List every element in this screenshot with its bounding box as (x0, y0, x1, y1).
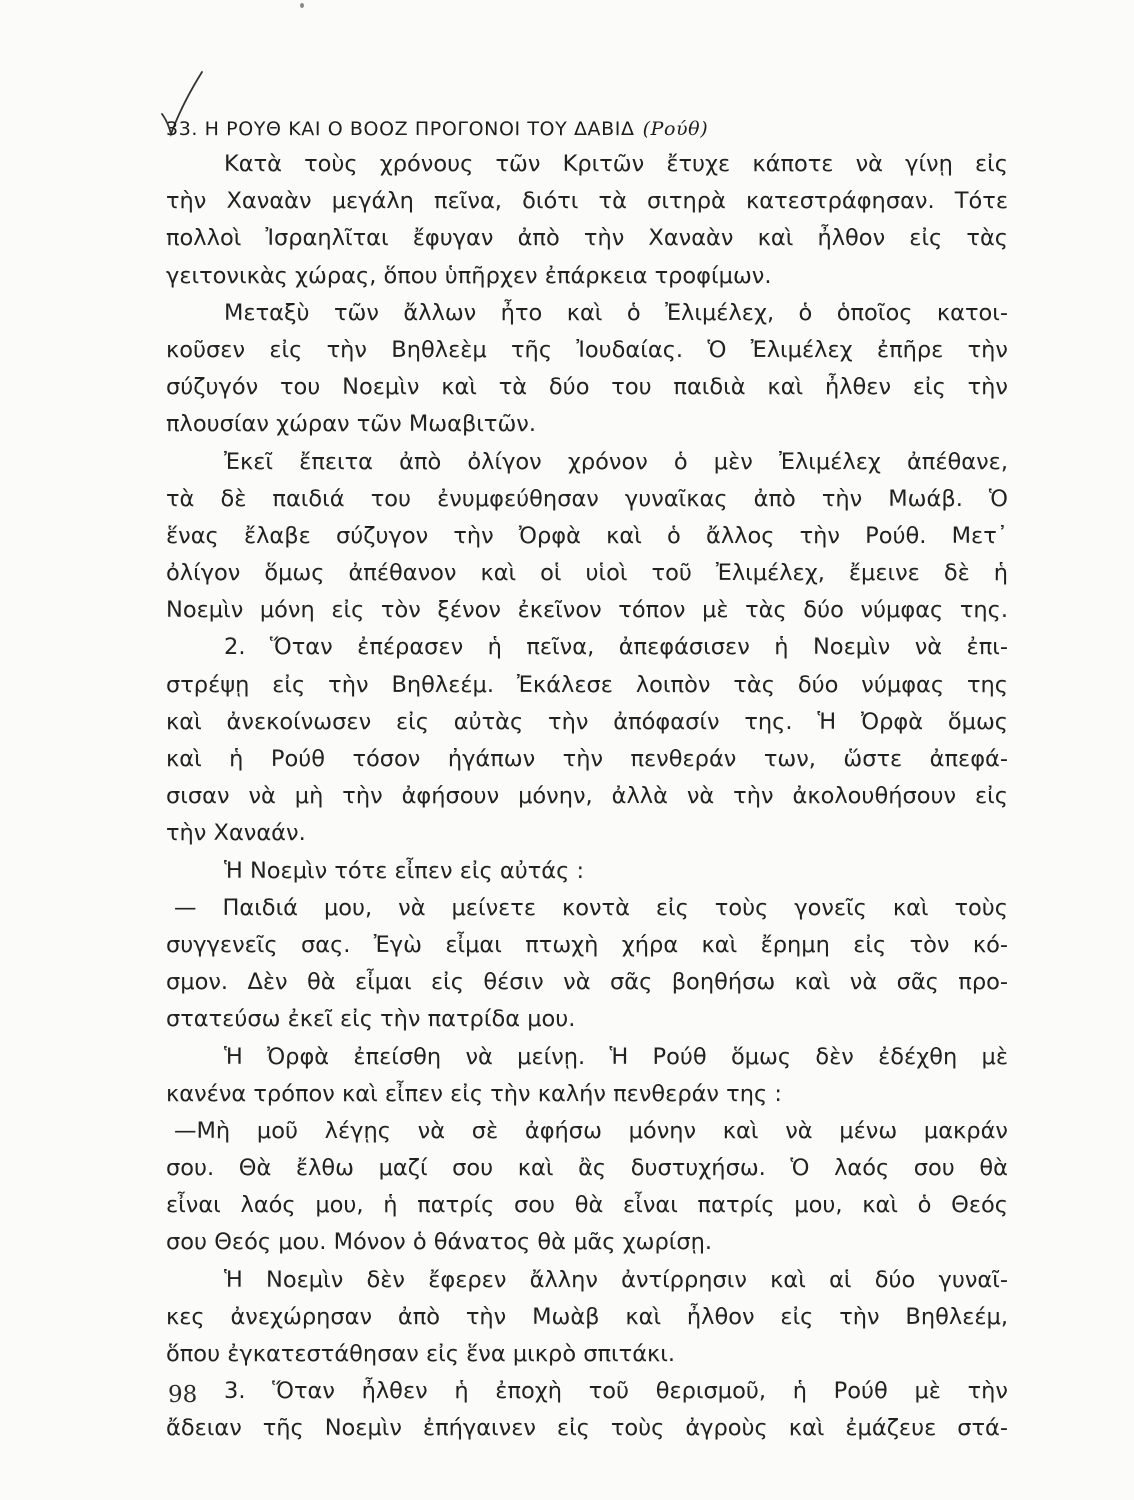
text-line: πλουσίαν χώραν τῶν Μωαβιτῶν. (166, 411, 537, 438)
text-line: σου Θεός μου. Μόνον ὁ θάνατος θὰ μᾶς χωρίσῃ. (166, 1229, 713, 1256)
text-line: κες ἀνεχώρησαν ἀπὸ τὴν Μωὰβ καὶ ἦλθον εἰς τὴν Βηθλεέμ, (166, 1303, 1008, 1330)
text-line: τὰ δὲ παιδιά του ἐνυμφεύθησαν γυναῖκας ἀπὸ τὴν Μωάβ. Ὁ (166, 485, 1008, 512)
text-line: τὴν Χαναὰν μεγάλη πεῖνα, διότι τὰ σιτηρὰ κατεστράφησαν. Τότε (166, 188, 1008, 215)
text-line: Νοεμὶν μόνη εἰς τὸν ξένον ἐκεῖνον τόπον μὲ τὰς δύο νύμφας της. (166, 597, 1008, 624)
text-line: σύζυγόν του Νοεμὶν καὶ τὰ δύο του παιδιὰ καὶ ἦλθεν εἰς τὴν (166, 374, 1008, 401)
text-line: ἕνας ἔλαβε σύζυγον τὴν Ὀρφὰ καὶ ὁ ἄλλος τὴν Ρούθ. Μετ᾿ (166, 522, 1008, 549)
text-line: εἶναι λαός μου, ἡ πατρίς σου θὰ εἶναι πατρίς μου, καὶ ὁ Θεός (166, 1192, 1008, 1219)
text-line: ὀλίγον ὅμως ἀπέθανον καὶ οἱ υἱοὶ τοῦ Ἐλιμέλεχ, ἔμεινε δὲ ἡ (166, 560, 1008, 587)
chapter-title-text: 33. Η ΡΟΥΘ ΚΑΙ Ο ΒΟΟΖ ΠΡΟΓΟΝΟΙ ΤΟΥ ΔΑΒΙΔ (166, 118, 635, 140)
text-line: — Παιδιά μου, νὰ μείνετε κοντὰ εἰς τοὺς γονεῖς καὶ τοὺς (174, 894, 1008, 921)
page-number: 98 (168, 1382, 198, 1408)
text-line: 2. Ὅταν ἐπέρασεν ἡ πεῖνα, ἀπεφάσισεν ἡ Νοεμὶν νὰ ἐπι- (224, 634, 1008, 661)
text-line: Κατὰ τοὺς χρόνους τῶν Κριτῶν ἔτυχε κάποτε νὰ γίνῃ εἰς (224, 151, 1008, 177)
text-line: σισαν νὰ μὴ τὴν ἀφήσουν μόνην, ἀλλὰ νὰ τὴν ἀκολουθήσουν εἰς (166, 783, 1008, 810)
text-line: 3. Ὅταν ἦλθεν ἡ ἐποχὴ τοῦ θερισμοῦ, ἡ Ρούθ μὲ τὴν (224, 1378, 1008, 1405)
text-line: στρέψῃ εἰς τὴν Βηθλεέμ. Ἐκάλεσε λοιπὸν τὰς δύο νύμφας της (166, 671, 1008, 698)
text-line: γειτονικὰς χώρας, ὅπου ὑπῆρχεν ἐπάρκεια τροφίμων. (166, 262, 772, 289)
text-line: καὶ ἀνεκοίνωσεν εἰς αὐτὰς τὴν ἀπόφασίν της. Ἡ Ὀρφὰ ὅμως (166, 708, 1008, 735)
text-line: Ἡ Ὀρφὰ ἐπείσθη νὰ μείνῃ. Ἡ Ρούθ ὅμως δὲν ἐδέχθη μὲ (224, 1043, 1008, 1070)
text-line: ὅπου ἐγκατεστάθησαν εἰς ἕνα μικρὸ σπιτάκι. (166, 1341, 676, 1367)
text-line: πολλοὶ Ἰσραηλῖται ἔφυγαν ἀπὸ τὴν Χαναὰν καὶ ἦλθον εἰς τὰς (166, 225, 1008, 252)
text-line: συγγενεῖς σας. Ἐγὼ εἶμαι πτωχὴ χήρα καὶ ἔρημη εἰς τὸν κό- (166, 931, 1008, 958)
body-text (166, 146, 1008, 1448)
text-line: σμον. Δὲν θὰ εἶμαι εἰς θέσιν νὰ σᾶς βοηθήσω καὶ νὰ σᾶς προ- (166, 969, 1008, 996)
text-line: κανένα τρόπον καὶ εἶπεν εἰς τὴν καλήν πενθεράν της : (166, 1080, 782, 1107)
text-line: καὶ ἡ Ρούθ τόσον ἠγάπων τὴν πενθεράν των, ὥστε ἀπεφά- (166, 746, 1008, 772)
text-line: κοῦσεν εἰς τὴν Βηθλεὲμ τῆς Ἰουδαίας. Ὁ Ἐλιμέλεχ ἐπῆρε τὴν (166, 336, 1008, 363)
speck-mark (300, 3, 304, 8)
text-line: Ἡ Νοεμὶν τότε εἶπεν εἰς αὐτάς : (224, 857, 585, 884)
text-line: Ἐκεῖ ἔπειτα ἀπὸ ὀλίγον χρόνον ὁ μὲν Ἐλιμέλεχ ἀπέθανε, (224, 448, 1008, 475)
text-line: Μεταξὺ τῶν ἄλλων ἦτο καὶ ὁ Ἐλιμέλεχ, ὁ ὁποῖος κατοι- (224, 299, 1008, 326)
text-line: ἄδειαν τῆς Νοεμὶν ἐπήγαινεν εἰς τοὺς ἀγροὺς καὶ ἐμάζευε στά- (166, 1415, 1008, 1442)
chapter-reference: (Ρούθ) (642, 118, 709, 140)
text-line: —Μὴ μοῦ λέγῃς νὰ σὲ ἀφήσω μόνην καὶ νὰ μένω μακράν (174, 1117, 1008, 1144)
text-line: τὴν Χαναάν. (166, 820, 306, 847)
chapter-title (166, 118, 708, 140)
text-line: στατεύσω ἐκεῖ εἰς τὴν πατρίδα μου. (166, 1006, 576, 1033)
text-line: Ἡ Νοεμὶν δὲν ἔφερεν ἄλλην ἀντίρρησιν καὶ αἱ δύο γυναῖ- (224, 1266, 1008, 1293)
text-line: σου. Θὰ ἔλθω μαζί σου καὶ ἂς δυστυχήσω. Ὁ λαός σου θὰ (166, 1155, 1008, 1182)
